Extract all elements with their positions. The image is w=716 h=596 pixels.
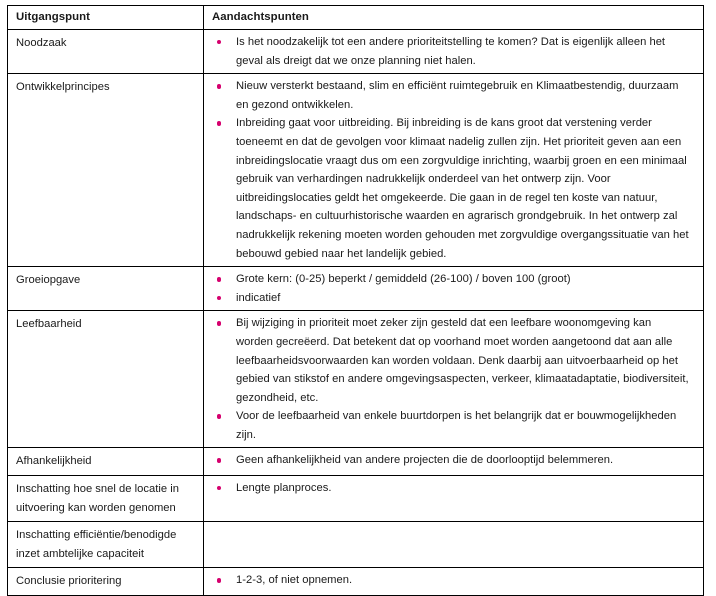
bullet-dot-icon: [217, 414, 221, 418]
points-container: [204, 448, 703, 473]
row-label: Noodzaak: [16, 37, 67, 49]
row-label-cell: [8, 74, 204, 267]
list-item-text: Geen afhankelijkheid van andere projecten die de doorlooptijd belemmeren.: [236, 454, 614, 467]
list-item: [204, 571, 695, 590]
list-item-text: Voor de leefbaarheid van enkele buurtdorpen is het belangrijk dat er bouwmogelijkheden zijn.: [236, 410, 677, 441]
row-label: Inschatting hoe snel de locatie in uitvoering kan worden genomen: [16, 483, 180, 514]
points-container: [204, 74, 703, 266]
row-label-cell: [8, 30, 204, 74]
row-points-cell: [204, 74, 704, 267]
bullet-list: [204, 314, 695, 444]
list-item: [204, 451, 695, 470]
points-container: [204, 267, 703, 310]
list-item-text: 1-2-3, of niet opnemen.: [236, 574, 353, 587]
row-label: Inschatting efficiëntie/benodigde inzet ambtelijke capaciteit: [16, 529, 177, 560]
row-points-cell: [204, 476, 704, 522]
bullet-list: [204, 77, 695, 263]
points-container: [204, 568, 703, 593]
bullet-list: [204, 571, 695, 590]
list-item: [204, 289, 695, 308]
table-row: [8, 522, 704, 568]
table-header-row: [8, 6, 704, 30]
bullet-list: [204, 451, 695, 470]
list-item-text: Bij wijziging in prioriteit moet zeker zijn gesteld dat een leefbare woonomgeving kan worden gecreëerd. Dat betekent dat op voorhand moet worden aangetoond dat aan alle leefbaarheidsvoorwaarden kan worden voldaan. Denk daarbij aan uitvoerbaarheid op het gebied van stikstof en andere omgevingsaspecten, verkeer, klimaatadaptatie, biodiversiteit, gezondheid, etc.: [236, 317, 689, 404]
list-item: [204, 270, 695, 289]
bullet-dot-icon: [217, 458, 221, 462]
bullet-dot-icon: [217, 277, 221, 281]
table-header: [8, 6, 704, 30]
bullet-dot-icon: [217, 40, 221, 44]
row-label-cell: [8, 311, 204, 448]
table-body: [8, 30, 704, 596]
points-container: [204, 476, 703, 501]
list-item-text: indicatief: [236, 291, 281, 304]
list-item-text: Lengte planproces.: [236, 482, 332, 495]
bullet-dot-icon: [217, 84, 221, 88]
list-item: [204, 114, 695, 263]
table-row: [8, 30, 704, 74]
row-label: Afhankelijkheid: [16, 455, 92, 468]
bullet-list: [204, 33, 695, 70]
column-header-uitgangspunt-label: Uitgangspunt: [16, 11, 90, 23]
bullet-dot-icon: [217, 296, 221, 300]
list-item-text: Is het noodzakelijk tot een andere prioriteitstelling te komen? Dat is eigenlijk alleen het geval als dreigt dat we onze planning niet halen.: [236, 36, 666, 67]
row-label-cell: [8, 267, 204, 311]
bullet-dot-icon: [217, 321, 221, 325]
bullet-list: [204, 270, 695, 307]
row-points-cell: [204, 311, 704, 448]
column-header-aandachtspunten-label: Aandachtspunten: [212, 11, 309, 23]
list-item: [204, 77, 695, 114]
column-header-uitgangspunt: [8, 6, 204, 30]
column-header-aandachtspunten: [204, 6, 704, 30]
row-label: Ontwikkelprincipes: [16, 81, 110, 94]
row-label: Conclusie prioritering: [16, 575, 122, 588]
table-row: [8, 311, 704, 448]
table-row: [8, 476, 704, 522]
points-container: [204, 311, 703, 447]
list-item: [204, 314, 695, 407]
list-item: [204, 407, 695, 444]
list-item: [204, 33, 695, 70]
table-row: [8, 448, 704, 476]
row-points-cell: [204, 522, 704, 568]
bullet-dot-icon: [217, 121, 221, 125]
table-row: [8, 267, 704, 311]
row-label: Groeiopgave: [16, 274, 81, 287]
list-item: [204, 479, 695, 498]
points-container: [204, 30, 703, 73]
row-label-cell: [8, 476, 204, 522]
table-row: [8, 568, 704, 596]
row-points-cell: [204, 30, 704, 74]
table-row: [8, 74, 704, 267]
bullet-list: [204, 479, 695, 498]
points-container: [204, 522, 703, 565]
empty-cell-spacer: [204, 525, 695, 562]
bullet-dot-icon: [217, 578, 221, 582]
list-item-text: Inbreiding gaat voor uitbreiding. Bij inbreiding is de kans groot dat verstening verder toeneemt en dat de gevolgen voor klimaat nadelig zullen zijn. Het prioriteit geven aan een inbreidingslocatie vraagt dus om een zorgvuldige inrichting, waarbij groen en een minimaal gebruik van verhardingen nadrukkelijk onderdeel van het ontwerp zijn. Voor uitbreidingslocaties geldt het omgekeerde. Die gaan in de regel ten koste van natuur, landschaps- en cultuurhistorische waarden en agrarisch grondgebruik. In het ontwerp zal nadrukkelijk rekening moeten worden gehouden met zorgvuldige overgangssituatie van het bebouwd gebied naar het landelijk gebied.: [236, 117, 689, 260]
row-label-cell: [8, 522, 204, 568]
row-label: Leefbaarheid: [16, 318, 82, 331]
criteria-table: [7, 5, 704, 596]
row-label-cell: [8, 568, 204, 596]
bullet-dot-icon: [217, 486, 221, 490]
list-item-text: Nieuw versterkt bestaand, slim en efficiënt ruimtegebruik en Klimaatbestendig, duurzaam en gezond ontwikkelen.: [236, 80, 679, 111]
row-label-cell: [8, 448, 204, 476]
row-points-cell: [204, 267, 704, 311]
row-points-cell: [204, 448, 704, 476]
list-item-text: Grote kern: (0-25) beperkt / gemiddeld (26-100) / boven 100 (groot): [236, 273, 571, 286]
row-points-cell: [204, 568, 704, 596]
